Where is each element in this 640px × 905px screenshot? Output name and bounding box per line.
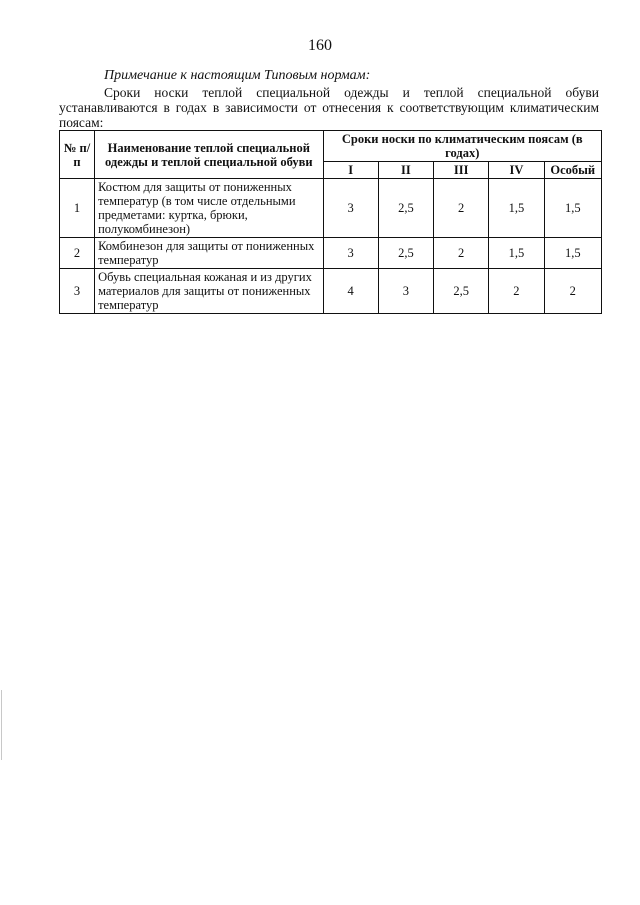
value-zone-special: 2 (544, 269, 601, 314)
item-name: Комбинезон для защиты от пониженных температур (95, 238, 323, 269)
value-zone-2: 2,5 (378, 179, 433, 238)
row-number: 2 (60, 238, 95, 269)
header-num: № п/п (60, 131, 95, 179)
table-header-row (60, 131, 602, 162)
header-zone-special: Особый (544, 162, 601, 179)
header-zone-1: I (323, 162, 378, 179)
header-periods: Сроки носки по климатическим поясам (в годах) (323, 131, 601, 162)
value-zone-1: 3 (323, 238, 378, 269)
note-title: Примечание к настоящим Типовым нормам: (104, 68, 371, 83)
page-number: 160 (308, 37, 332, 54)
table-row (60, 179, 602, 238)
value-zone-4: 1,5 (489, 179, 544, 238)
item-name: Костюм для защиты от пониженных температур (в том числе отдельными предметами: куртка, брюки, полукомбинезон) (95, 179, 323, 238)
value-zone-4: 1,5 (489, 238, 544, 269)
item-name: Обувь специальная кожаная и из других материалов для защиты от пониженных температур (95, 269, 323, 314)
scan-edge-mark (1, 690, 2, 760)
header-zone-2: II (378, 162, 433, 179)
row-number: 3 (60, 269, 95, 314)
row-number: 1 (60, 179, 95, 238)
value-zone-special: 1,5 (544, 238, 601, 269)
value-zone-1: 3 (323, 179, 378, 238)
value-zone-1: 4 (323, 269, 378, 314)
value-zone-special: 1,5 (544, 179, 601, 238)
value-zone-3: 2 (434, 179, 489, 238)
header-zone-3: III (434, 162, 489, 179)
table-row (60, 238, 602, 269)
wear-period-table (59, 130, 602, 314)
value-zone-3: 2,5 (434, 269, 489, 314)
note-paragraph: Сроки носки теплой специальной одежды и теплой специальной обуви устанавливаются в годах в зависимости от отнесения к соответствующим климатическим поясам: (59, 85, 599, 130)
header-zone-4: IV (489, 162, 544, 179)
table-row (60, 269, 602, 314)
value-zone-2: 3 (378, 269, 433, 314)
header-name: Наименование теплой специальной одежды и теплой специальной обуви (95, 131, 323, 179)
value-zone-4: 2 (489, 269, 544, 314)
value-zone-3: 2 (434, 238, 489, 269)
value-zone-2: 2,5 (378, 238, 433, 269)
